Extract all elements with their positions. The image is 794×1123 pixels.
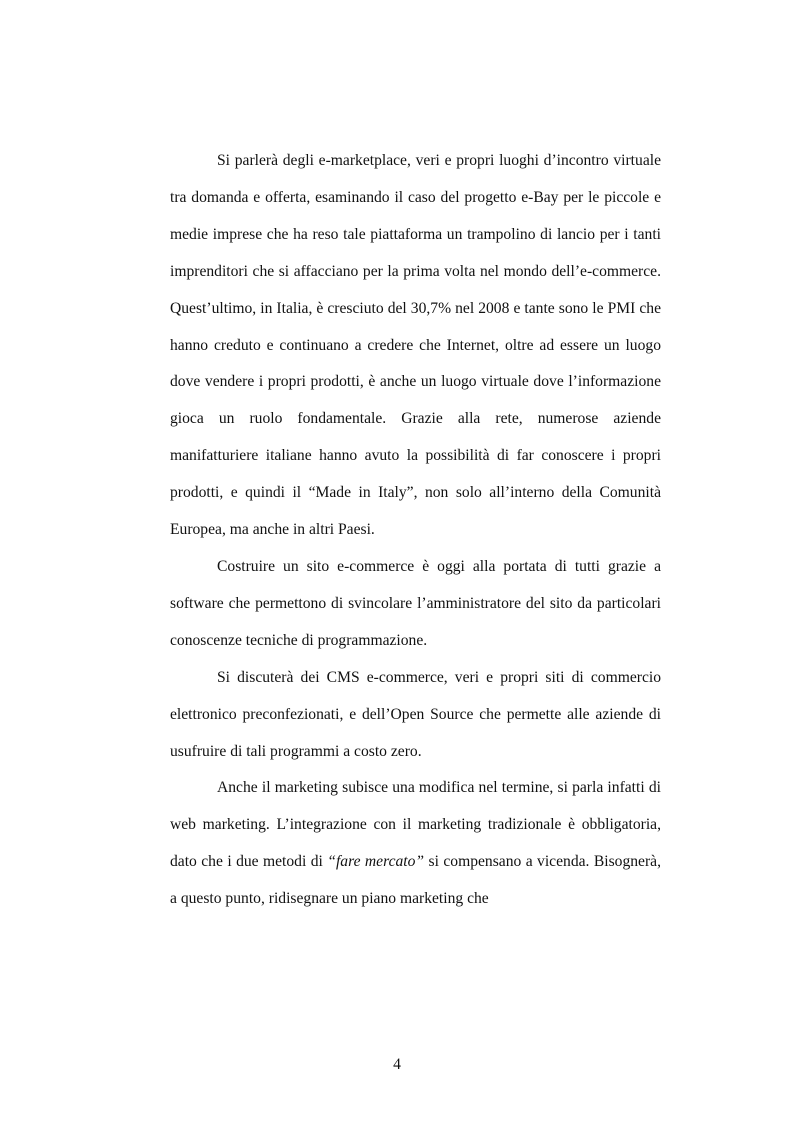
paragraph-2: Costruire un sito e-commerce è oggi alla portata di tutti grazie a software che permettono di svincolare l’amministratore del sito da particolari conoscenze tecniche di programmazione. [170,557,661,649]
paragraph-1: Si parlerà degli e-marketplace, veri e propri luoghi d’incontro virtuale tra domanda e offerta, esaminando il caso del progetto e-Bay per le piccole e medie imprese che ha reso tale piattaforma un trampolino di lancio per i tanti imprenditori che si affacciano per la prima volta nel mondo dell’e-commerce. Quest’ultimo, in Italia, è cresciuto del 30,7% nel 2008 e tante sono le PMI che hanno creduto e continuano a credere che Internet, oltre ad essere un luogo dove vendere i propri prodotti, è anche un luogo virtuale dove l’informazione gioca un ruolo fondamentale. Grazie alla rete, numerose aziende manifatturiere italiane hanno avuto la possibilità di far conoscere i propri prodotti, e quindi il “Made in Italy”, non solo all’interno della Comunità Europea, ma anche in altri Paesi. [170,152,661,539]
paragraph-4 [170,770,661,918]
paragraph-4-before: Anche il marketing subisce una modifica nel termine, si parla infatti di web marketing. L’integrazione con il marketing tradizionale è obbligatoria, dato che i due metodi di [170,779,661,871]
paragraph-3: Si discuterà dei CMS e-commerce, veri e propri siti di commercio elettronico preconfezionati, e dell’Open Source che permette alle aziende di usufruire di tali programmi a costo zero. [170,668,661,760]
page-number: 4 [393,1056,401,1073]
body-text [170,143,661,918]
paragraph-4-emphasis: “fare mercato” [327,853,425,871]
paragraph-4-after: si compensano a vicenda. Bisognerà, a questo punto, ridisegnare un piano marketing che [170,853,661,908]
